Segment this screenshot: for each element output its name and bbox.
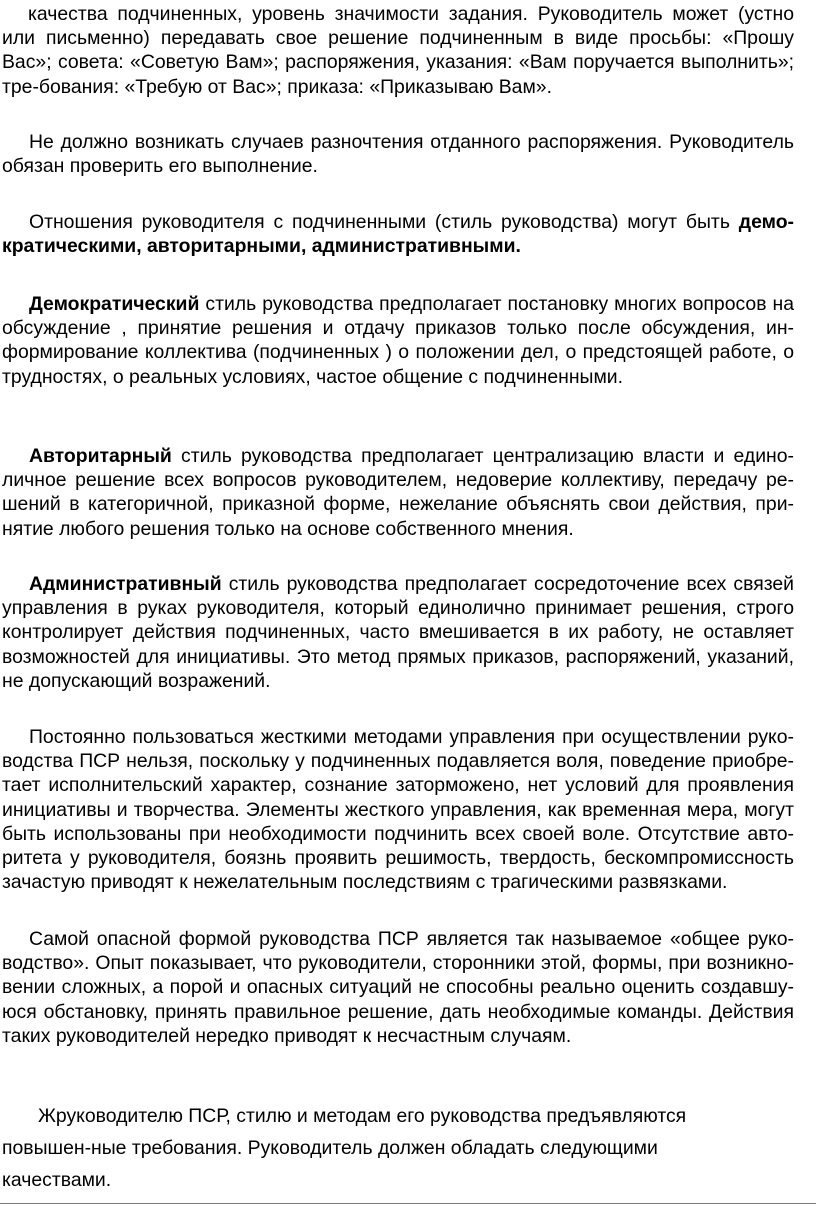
paragraph-text: Постоянно пользоваться жесткими методами управления при осуществлении руко-водства ПСР нельзя, поскольку у подчиненных подавляется воля, поведение приобре-тает исполнительский характер, сознание заторможено, нет условий для проявления инициативы и творчества. Элементы жесткого управления, как временная мера, могут быть использованы при необходимости подчинить всех своей воле. Отсутствие авто-ритета у руководителя, боязнь проявить решимость, твердость, бескомпромиссность зачастую приводят к нежелательным последствиям с трагическими развязками. (2, 726, 794, 894)
paragraph-text: Жруководителю ПСР, стилю и методам его руководства предъявляются повышен-ные требования. Руководитель должен обладать следующими качествами. (2, 1105, 687, 1191)
paragraph-text: качества подчиненных, уровень значимости задания. Руководитель может (устно или письменно) передавать свое решение подчиненным в виде просьбы: «Прошу Вас»; совета: «Советую Вам»; распоряжения, указания: «Вам поручается выполнить»; тре-бования: «Требую от Вас»; приказа: «Приказываю Вам». (2, 3, 794, 98)
paragraph-text: Отношения руководителя с подчиненными (стиль руководства) могут быть (29, 211, 730, 233)
paragraph-harsh-methods (2, 725, 794, 894)
footer-divider (0, 1203, 816, 1204)
styles-list-bold: демо-кратическими, авторитарными, административными. (2, 211, 794, 258)
paragraph-text: Не должно возникать случаев разночтения отданного распоряжения. Руководитель обязан проверить его выполнение. (2, 131, 794, 178)
paragraph-democratic-style (2, 292, 794, 389)
paragraph-administrative-style (2, 572, 794, 693)
paragraph-leader-requirements (2, 1100, 702, 1196)
paragraph-text: стиль руководства предполагает централизацию власти и едино-личное решение всех вопросов руководителем, недоверие коллективу, передачу ре-шений в категоричной, приказной форме, нежелание объяснять свои действия, при-нятие любого решения только на основе собственного мнения. (2, 445, 794, 540)
term-authoritarian: Авторитарный (29, 445, 172, 467)
paragraph-text: стиль руководства предполагает сосредоточение всех связей управления в руках руководителя, который единолично принимает решения, строго контролирует действия подчиненных, часто вмешивается в их работу, не оставляет возможностей для инициативы. Это метод прямых приказов, распоряжений, указаний, не допускающий возражений. (2, 573, 794, 692)
paragraph-general-leadership (2, 927, 794, 1048)
paragraph-authoritarian-style (2, 444, 794, 541)
term-democratic: Демократический (29, 293, 200, 315)
paragraph-no-ambiguity (2, 130, 794, 178)
paragraph-leadership-styles (2, 210, 794, 258)
paragraph-text: стиль руководства предполагает постановку многих вопросов на обсуждение , принятие решения и отдачу приказов только после обсуждения, ин-формирование коллектива (подчиненных ) о положении дел, о предстоящей работе, о трудностях, о реальных условиях, частое общение с подчиненными. (2, 293, 794, 388)
paragraph-text: Самой опасной формой руководства ПСР является так называемое «общее руко-водство». Опыт показывает, что руководители, сторонники этой, формы, при возникно-вении сложных, а порой и опасных ситуаций не способны реально оценить создавшу-юся обстановку, принять правильное решение, дать необходимые команды. Действия таких руководителей нередко приводят к несчастным случаям. (2, 928, 794, 1047)
term-administrative: Административный (29, 573, 222, 595)
paragraph-directive-forms (2, 2, 794, 99)
